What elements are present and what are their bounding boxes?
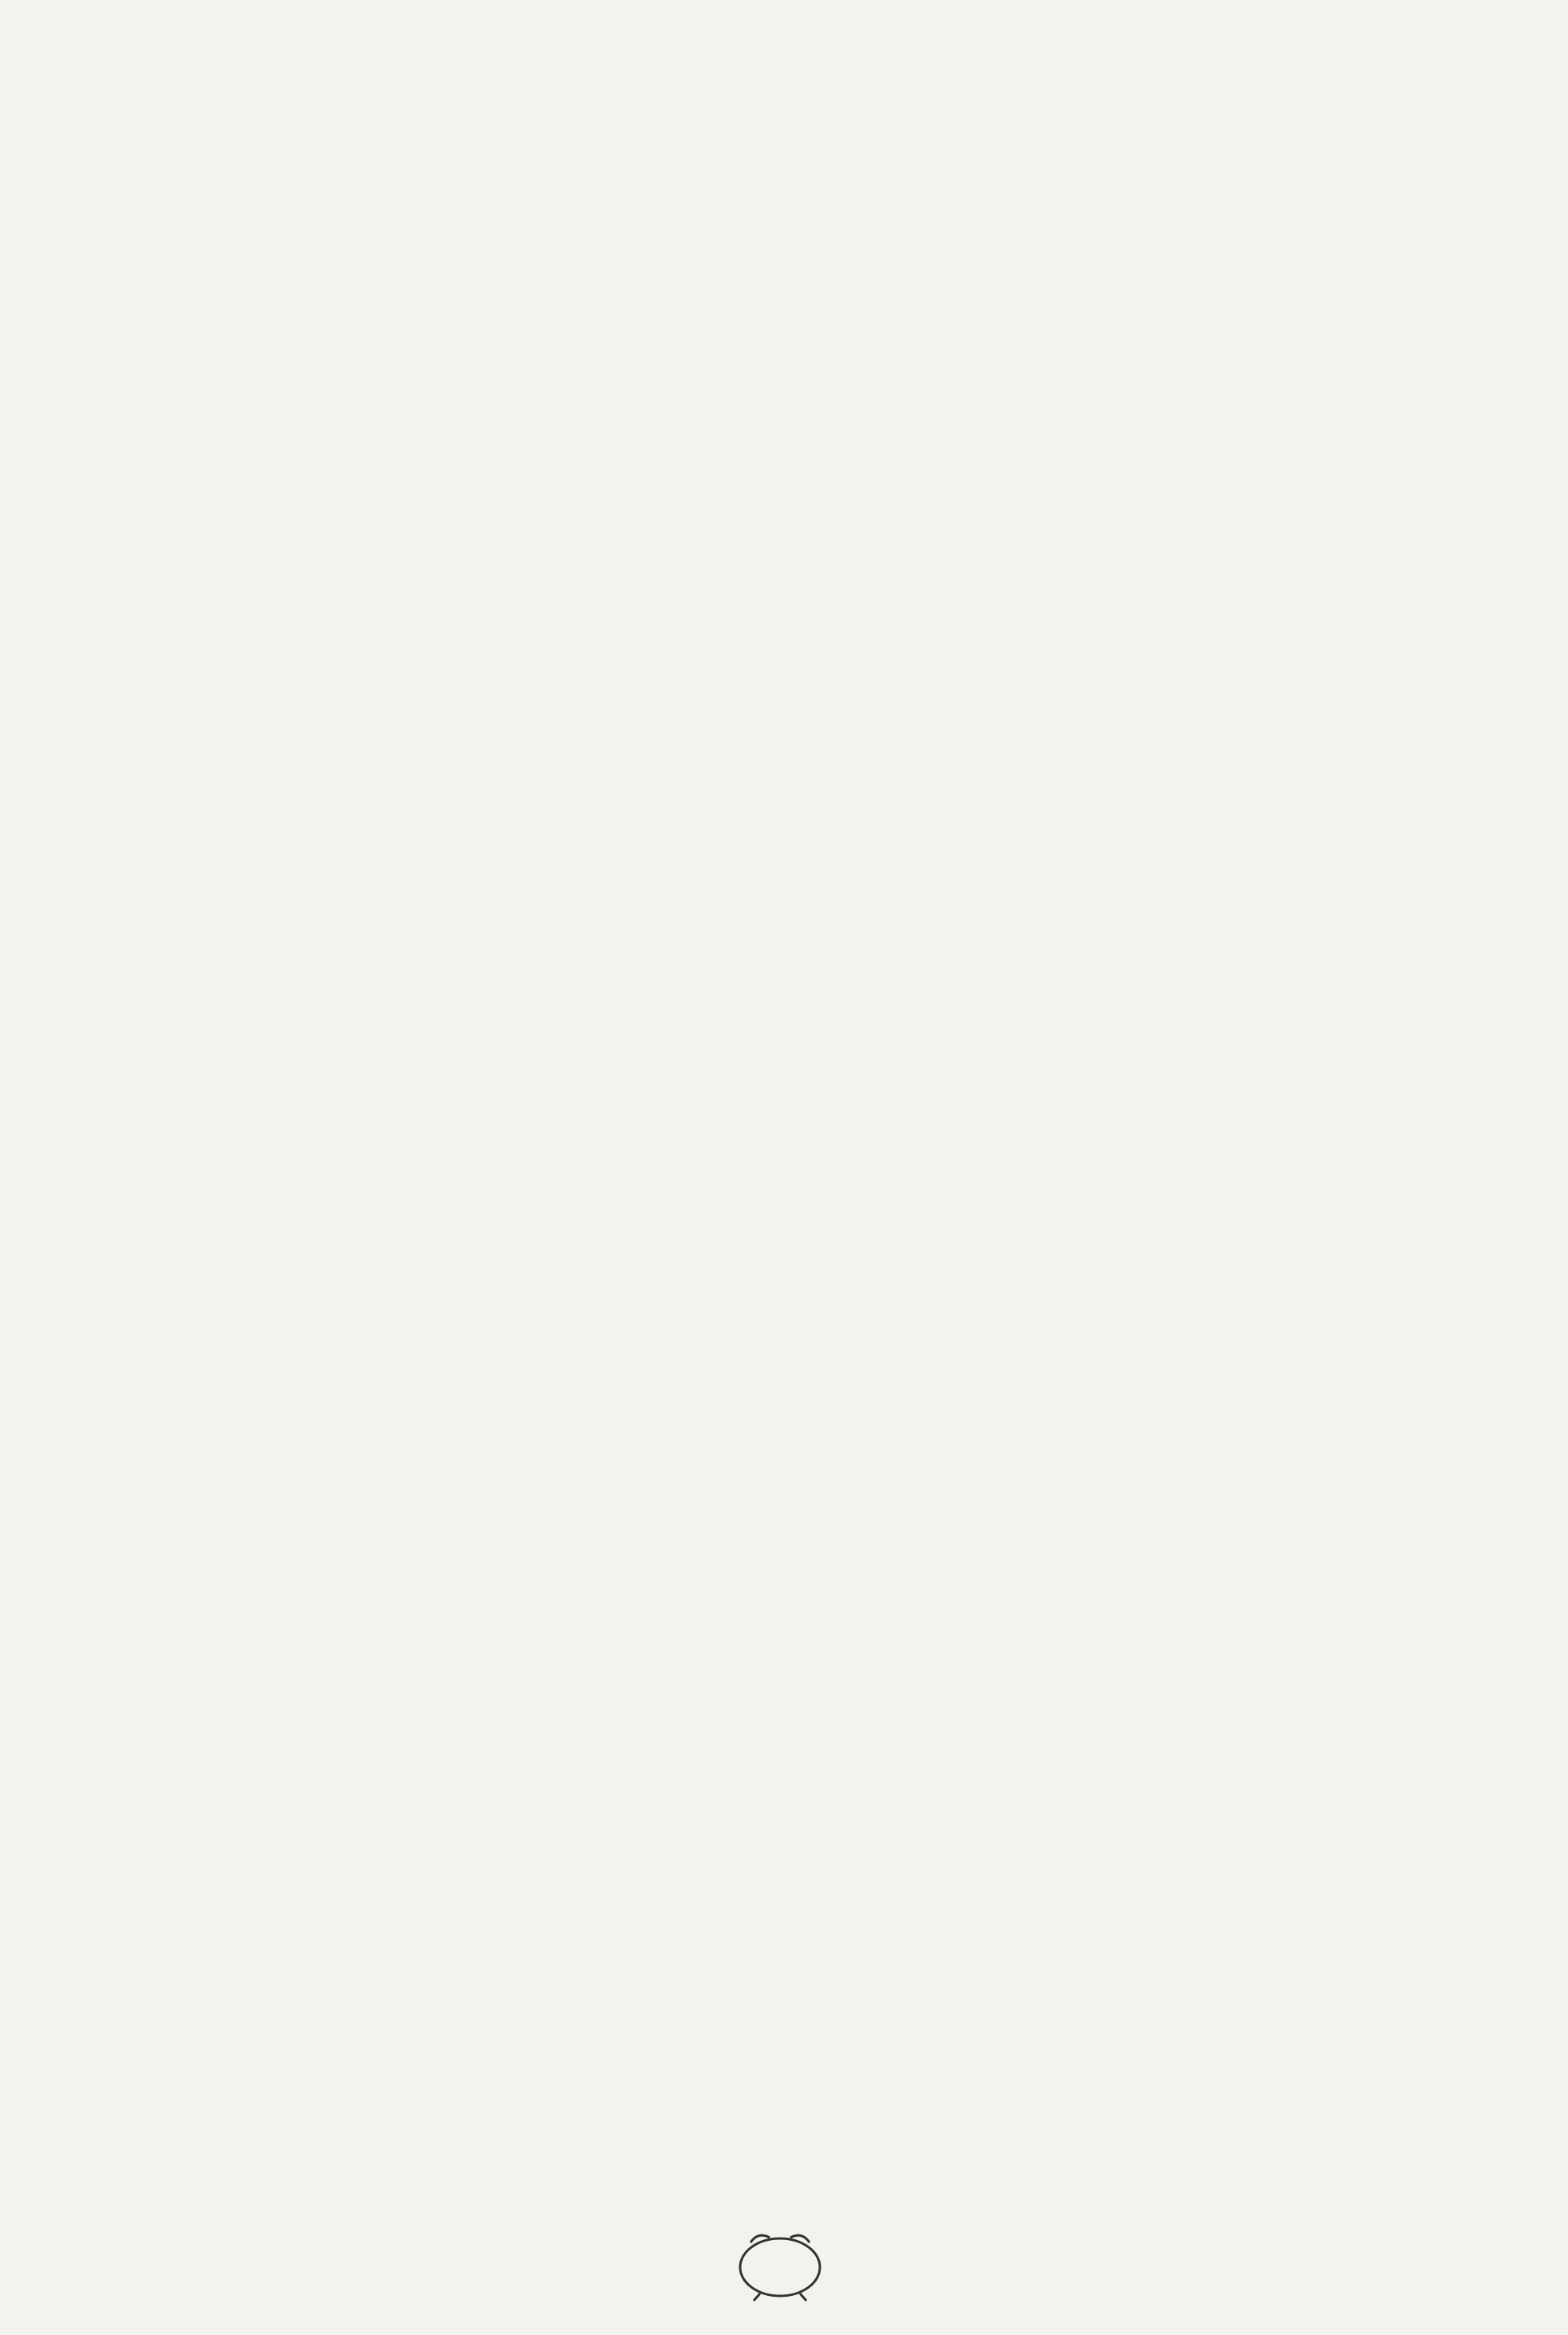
alarm-clock-icon [720, 2223, 840, 2303]
page-number-badge [720, 2223, 840, 2303]
